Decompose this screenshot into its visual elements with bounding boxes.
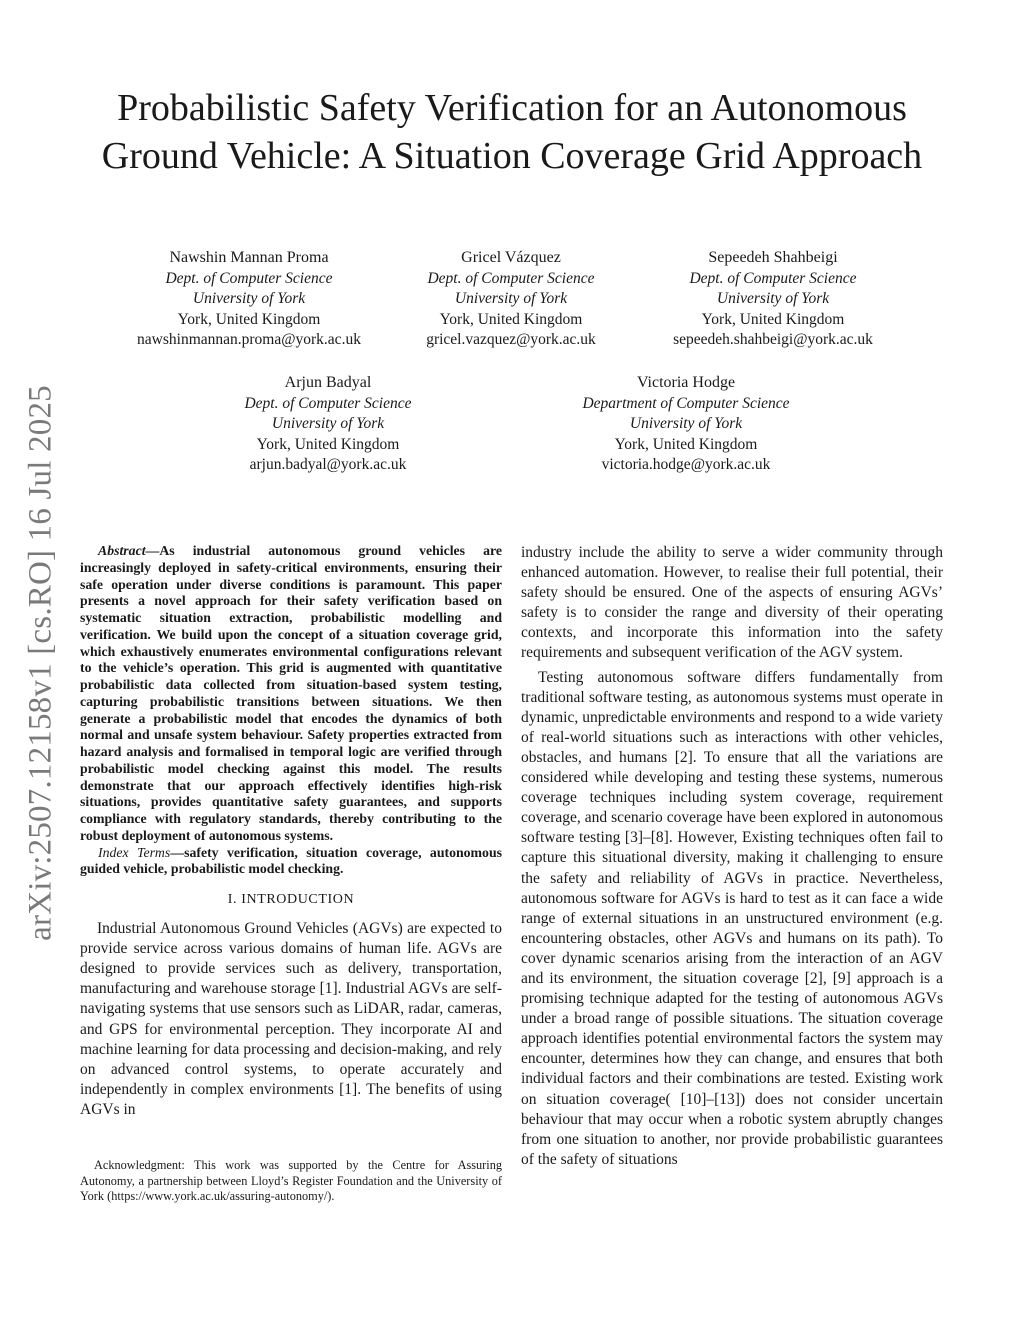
right-column (521, 543, 943, 1170)
abstract (80, 543, 502, 845)
author-dept: Department of Computer Science (582, 394, 790, 412)
author-email: victoria.hodge@york.ac.uk (601, 456, 771, 473)
author-email: gricel.vazquez@york.ac.uk (426, 331, 596, 348)
paper-title: Probabilistic Safety Verification for an Autonomous Ground Vehicle: A Situation Coverage Grid Approach (101, 87, 923, 177)
author-location: York, United Kingdom (701, 310, 845, 328)
author-location: York, United Kingdom (614, 435, 758, 453)
left-column (80, 543, 502, 1120)
author-university: University of York (629, 415, 743, 432)
author-name: Arjun Badyal (284, 374, 372, 391)
author-row-1 (118, 248, 906, 351)
abstract-text: —As industrial autonomous ground vehicles are increasingly deployed in safety-critical environments, ensuring their safe operation under diverse conditions is paramount. This paper presents a novel approach for their safety verification based on systematic situation extraction, probabilistic modelling and verification. We build upon the concept of a situation coverage grid, which exhaustively enumerates environmental configurations relevant to the vehicle’s operation. This grid is augmented with quantitative probabilistic data collected from situation-based system testing, capturing probabilistic transitions between situations. We then generate a probabilistic model that encodes the dynamics of both normal and unsafe system behaviour. Safety properties extracted from hazard analysis and formalised in temporal logic are verified through probabilistic model checking against this model. The results demonstrate that our approach effectively identifies high-risk situations, provides quantitative safety guarantees, and supports compliance with regulatory standards, thereby contributing to the robust deployment of autonomous systems. (80, 543, 502, 843)
author-name: Victoria Hodge (636, 374, 736, 391)
body-paragraph: Testing autonomous software differs fundamentally from traditional software testing, as autonomous systems must operate in dynamic, unpredictable environments and respond to a wide variety of real-world situations such as interactions with other vehicles, obstacles, and humans [2]. To ensure that all the variations are considered while developing and testing these systems, numerous coverage techniques including system coverage, requirement coverage, and scenario coverage have been explored in autonomous software testing [3]–[8]. However, Existing techniques often fail to capture this situational diversity, making it challenging to ensure the safety and reliability of AGVs in practice. Nevertheless, autonomous software for AGVs is hard to test as it can face a wide range of external situations in an unstructured environment (e.g. encountering obstacles, other AGVs and humans on its path). To cover dynamic scenarios arising from the interaction of an AGV and its environment, the situation coverage [2], [9] approach is a promising technique adapted for the testing of autonomous AGVs under a broad range of possible situations. The situation coverage approach identifies potential environmental factors the system may encounter, determines how they can change, and ensures that both individual factors and their combinations are tested. Existing work on situation coverage( [10]–[13]) does not consider uncertain behaviour that may occur when a robotic system abruptly changes from one situation to another, nor provide probabilistic guarantees of the safety of situations (521, 668, 943, 1168)
author-university: University of York (192, 290, 306, 307)
author-dept: Dept. of Computer Science (165, 269, 333, 287)
intro-paragraph: Industrial Autonomous Ground Vehicles (AGVs) are expected to provide service across various domains of human life. AGVs are designed to provide services such as delivery, transportation, manufacturing and warehouse storage [1]. Industrial AGVs are self-navigating systems that use sensors such as LiDAR, radar, cameras, and GPS for environmental perception. They incorporate AI and machine learning for data processing and decision-making, and rely on advanced control systems, to operate accurately and independently in complex environments [1]. The benefits of using AGVs in (80, 920, 502, 1118)
acknowledgment-footnote: Acknowledgment: This work was supported by the Centre for Assuring Autonomy, a partnership between Lloyd’s Register Foundation and the University of York (https://www.york.ac.uk/assuring-autonomy/). (80, 1158, 502, 1203)
author-email: arjun.badyal@york.ac.uk (249, 456, 407, 473)
author-block (168, 373, 488, 476)
author-name: Nawshin Mannan Proma (169, 249, 329, 266)
author-block (642, 248, 904, 351)
index-terms-label: Index Terms (98, 844, 171, 860)
index-terms-text: —safety verification, situation coverage, autonomous guided vehicle, probabilistic model checking. (80, 844, 502, 877)
author-location: York, United Kingdom (439, 310, 583, 328)
body-paragraph: industry include the ability to serve a wider community through enhanced automation. However, to realise their full potential, their safety should be ensured. One of the aspects of ensuring AGVs’ safety is to consider the range and diversity of their operating contexts, and incorporate this information into the safety requirements and subsequent verification of the AGV system. (521, 544, 943, 662)
index-terms (80, 845, 502, 879)
author-name: Gricel Vázquez (461, 249, 561, 266)
author-location: York, United Kingdom (177, 310, 321, 328)
author-email: sepeedeh.shahbeigi@york.ac.uk (673, 331, 873, 348)
author-university: University of York (271, 415, 385, 432)
author-block (526, 373, 846, 476)
author-dept: Dept. of Computer Science (244, 394, 412, 412)
author-location: York, United Kingdom (256, 435, 400, 453)
author-email: nawshinmannan.proma@york.ac.uk (137, 331, 361, 348)
author-university: University of York (716, 290, 830, 307)
author-university: University of York (454, 290, 568, 307)
section-heading-introduction: I. INTRODUCTION (227, 892, 355, 907)
author-block (380, 248, 642, 351)
author-dept: Dept. of Computer Science (689, 269, 857, 287)
arxiv-stamp-text: arXiv:2507.12158v1 [cs.RO] 16 Jul 2025 (22, 385, 59, 941)
author-dept: Dept. of Computer Science (427, 269, 595, 287)
author-name: Sepeedeh Shahbeigi (708, 249, 838, 266)
abstract-label: Abstract (98, 543, 146, 558)
author-block (118, 248, 380, 351)
author-row-2 (168, 373, 868, 476)
